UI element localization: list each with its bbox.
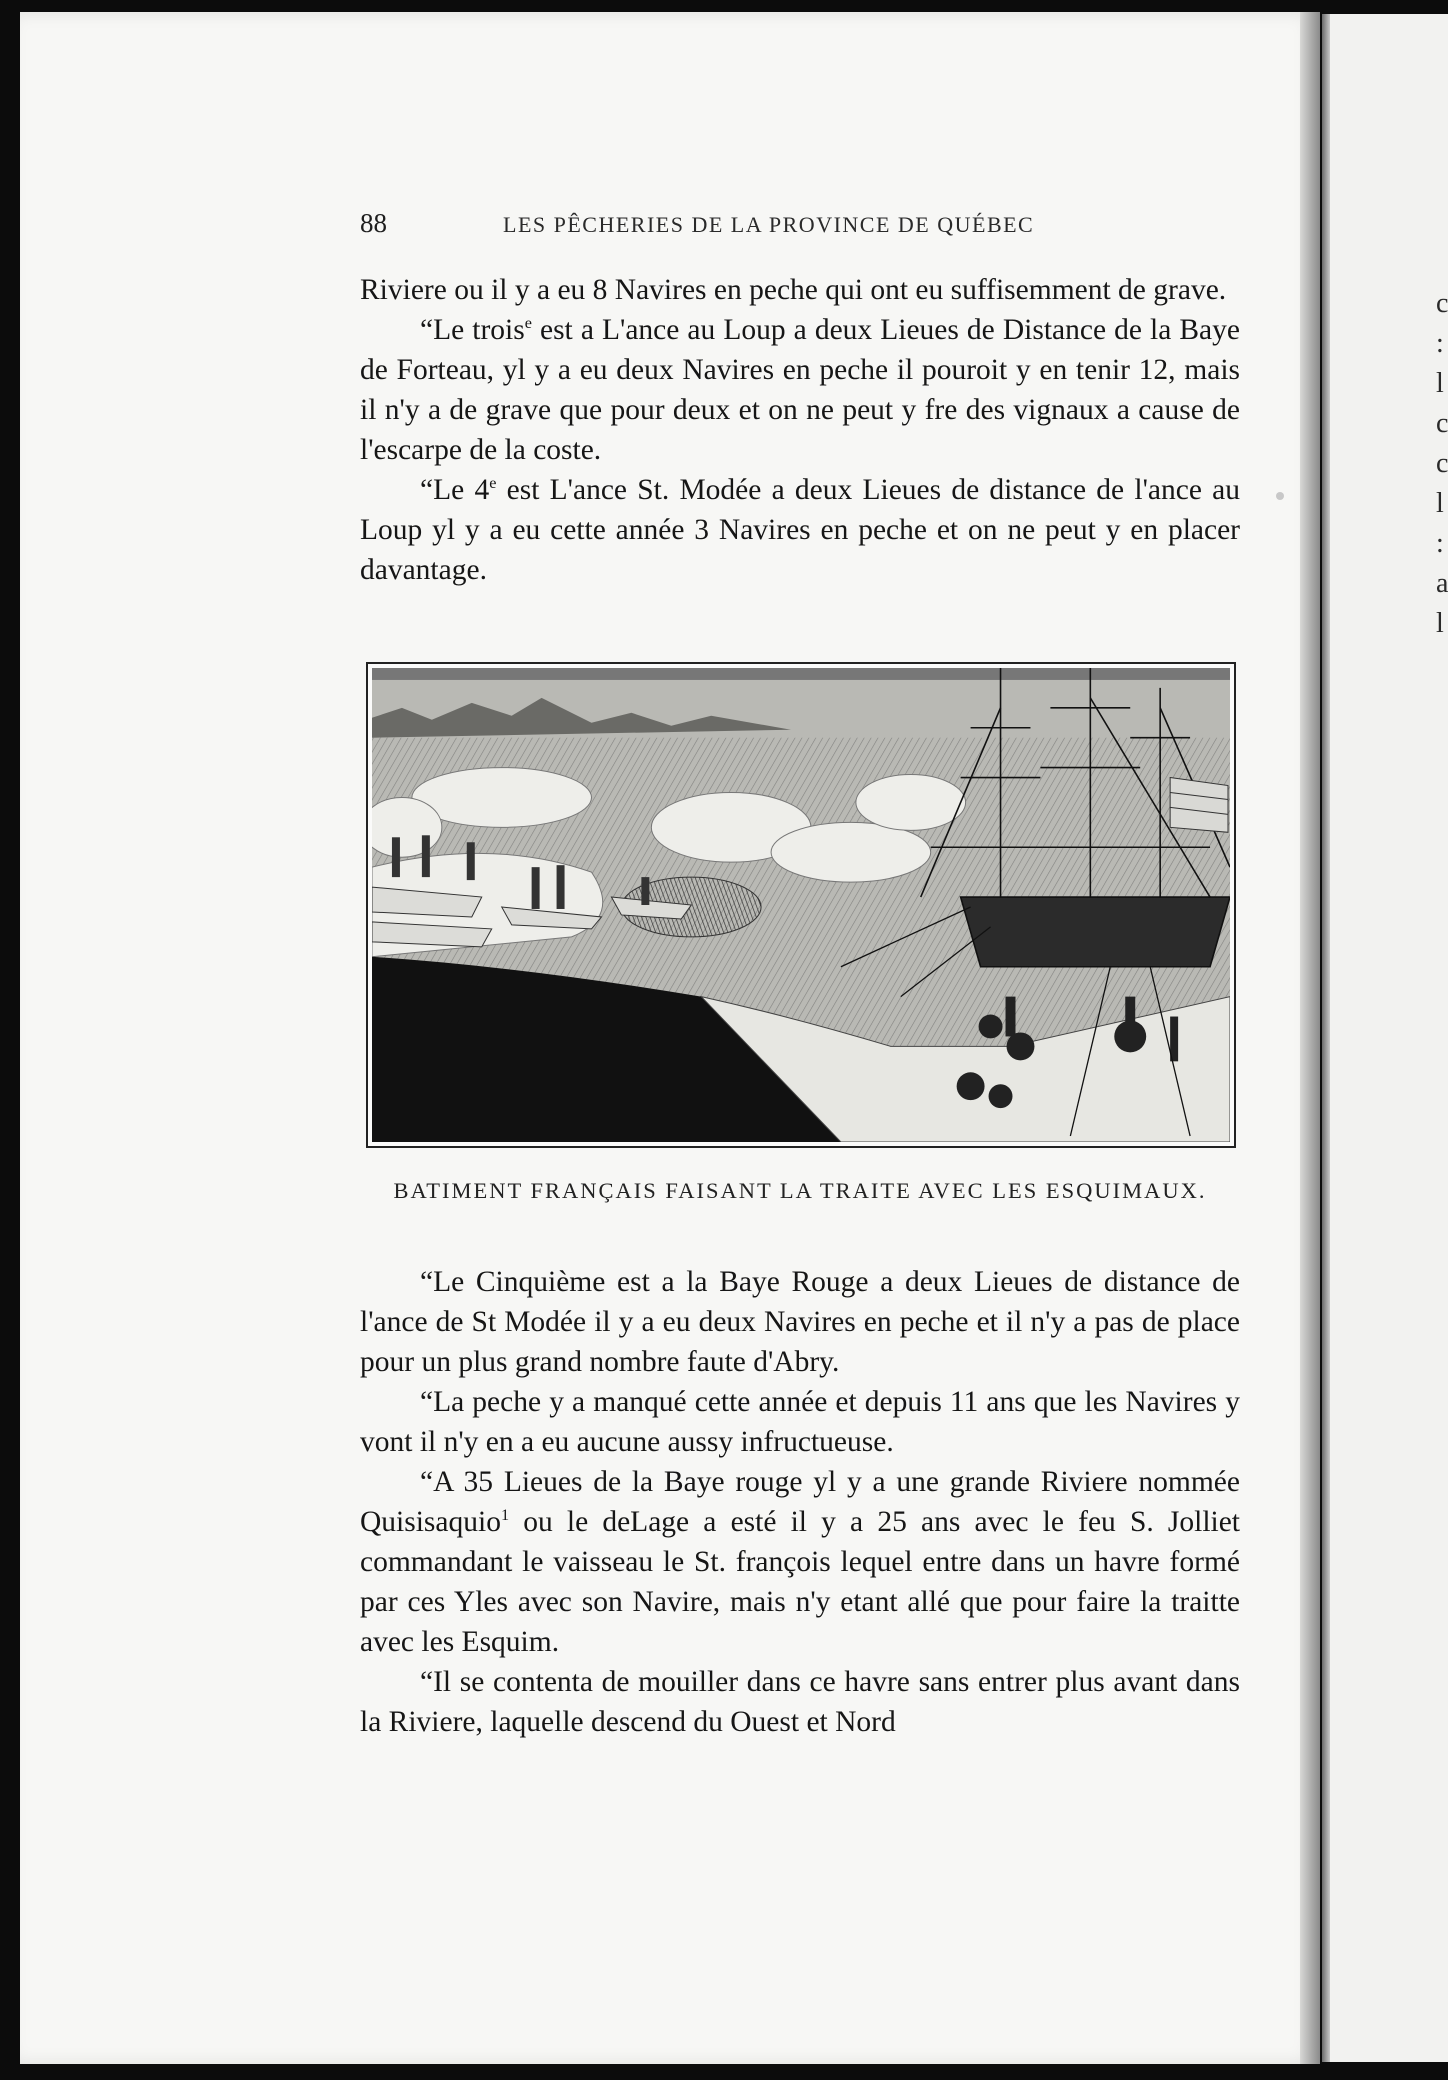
facing-page-glyphs: c : l c c l : a l <box>1436 288 1448 639</box>
page-header <box>360 208 1240 248</box>
paragraph: “Le 4e est L'ance St. Modée a deux Lieues de distance de l'ance au Loup yl y a eu cette année 3 Navires en peche et on ne peut y en placer davantage. <box>360 474 1241 586</box>
page-gutter-shadow <box>1300 12 1320 2064</box>
paragraph: “Il se contenta de mouiller dans ce havre sans entrer plus avant dans la Riviere, laquelle descend du Ouest et Nord <box>360 1666 1240 1738</box>
paragraph: “Le trois$^e$ est a L'ance au Loup a deux Lieues de Distance de la Baye de Forteau, yl y a eu deux Navires en peche il pouroit y en tenir 12, mais il n'y a de grave que pour deux et on ne peut y fre des vignaux a cause de l'escarpe de la coste. <box>360 314 1240 466</box>
facing-page-edge <box>1322 14 1448 2062</box>
paragraph: “La peche y a manqué cette année et depuis 11 ans que les Navires y vont il n'y en a eu aucune aussy infructueuse. <box>360 1386 1240 1458</box>
body-text-bottom <box>360 1262 1240 1742</box>
scan-speck <box>1276 492 1284 500</box>
footnote-marker: 1 <box>500 1506 510 1525</box>
body-text-top <box>360 270 1240 590</box>
figure-caption: BATIMENT FRANÇAIS FAISANT LA TRAITE AVEC LES ESQUIMAUX. <box>393 1178 1207 1203</box>
paragraph: Riviere ou il y a eu 8 Navires en peche qui ont eu suffisemment de grave. <box>360 274 1227 306</box>
engraving-image <box>372 668 1230 1142</box>
gutter-line <box>1322 14 1330 2062</box>
paragraph: “Le Cinquième est a la Baye Rouge a deux Lieues de distance de l'ance de St Modée il y a eu deux Navires en peche et il n'y a pas de place pour un plus grand nombre faute d'Abry. <box>360 1266 1240 1378</box>
paragraph: “A 35 Lieues de la Baye rouge yl y a une grande Riviere nommée Quisisaquio$^1$ ou le deLage a esté il y a 25 ans avec le feu S. Jolliet commandant le vaisseau le St. françois lequel entre dans un havre formé par ces Yles avec son Navire, mais n'y etant allé que pour faire la traitte avec les Esquim. <box>360 1466 1240 1658</box>
page-number: 88 <box>360 208 387 238</box>
running-head: LES PÊCHERIES DE LA PROVINCE DE QUÉBEC <box>503 212 1035 237</box>
engraving-illustration <box>366 662 1236 1148</box>
